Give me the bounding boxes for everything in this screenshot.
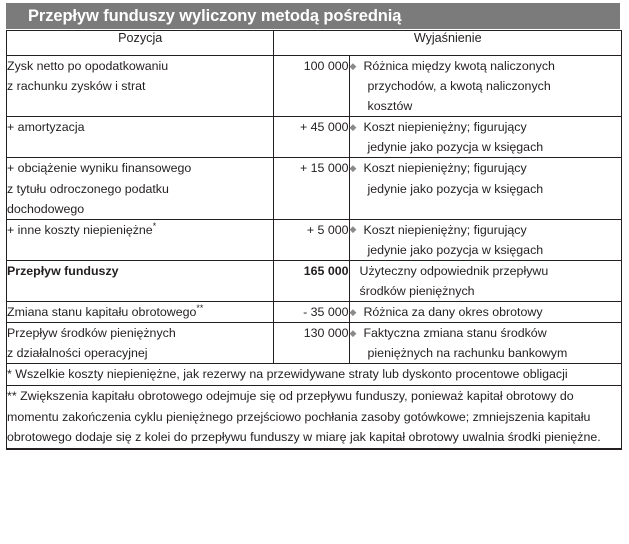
item-line: + inne koszty niepieniężne — [7, 222, 153, 237]
table-row — [7, 323, 622, 364]
cash-flow-table — [6, 30, 622, 450]
table-row — [7, 302, 622, 323]
diamond-bullet-icon: ◆ — [349, 327, 357, 338]
table-row — [7, 56, 622, 117]
explanation-line: Różnica między kwotą naliczonych — [363, 59, 555, 73]
cell-value: 100 000 — [274, 56, 349, 117]
footnote-row — [7, 364, 622, 386]
table-row — [7, 260, 622, 301]
table-body — [7, 56, 622, 449]
footnote-cell — [7, 386, 622, 449]
cell-explanation — [349, 158, 621, 219]
cell-item — [7, 302, 274, 323]
cell-explanation — [349, 219, 621, 260]
table-row — [7, 117, 622, 158]
table-row — [7, 219, 622, 260]
explanation-line: jedynie jako pozycja w księgach — [367, 140, 544, 155]
cell-value: 165 000 — [274, 260, 349, 301]
explanation-line: jedynie jako pozycja w księgach — [367, 242, 544, 257]
footnote-marker: * — [152, 220, 157, 231]
item-line: z działalności operacyjnej — [7, 346, 148, 361]
item-line: z rachunku zysków i strat — [7, 79, 146, 94]
item-line: + amortyzacja — [7, 120, 85, 135]
footnote-cell — [7, 364, 622, 386]
explanation-line: przychodów, a kwotą naliczonych — [367, 79, 551, 94]
explanation-line: Koszt niepieniężny; figurujący — [363, 120, 527, 135]
diamond-bullet-icon: ◆ — [349, 224, 357, 235]
cell-item — [7, 117, 274, 158]
cell-item — [7, 219, 274, 260]
cell-explanation — [349, 56, 621, 117]
footnote-marker: ** — [196, 303, 204, 313]
table-head — [7, 31, 622, 56]
column-header-explanation: Wyjaśnienie — [274, 31, 622, 56]
table-row — [7, 158, 622, 219]
footnote-row — [7, 386, 622, 449]
cell-item — [7, 260, 274, 301]
explanation-line: kosztów — [367, 99, 413, 114]
item-line: Przepływ środków pieniężnych — [7, 326, 176, 341]
cell-explanation — [349, 260, 621, 301]
diamond-bullet-icon: ◆ — [349, 306, 357, 317]
explanation-bulleted — [350, 56, 621, 116]
explanation-line: Użyteczny odpowiednik przepływu — [359, 263, 549, 278]
item-line: Przepływ funduszy — [7, 263, 119, 278]
item-line: Zysk netto po opodatkowaniu — [7, 59, 169, 73]
figure-title: Przepływ funduszy wyliczony metodą pośrednią — [28, 7, 402, 25]
item-line: dochodowego — [7, 201, 85, 216]
item-line: z tytułu odroczonego podatku — [7, 181, 169, 196]
cell-value: + 5 000 — [274, 219, 349, 260]
footnote-text: ** Zwiększenia kapitału obrotowego odejmuje się od przepływu funduszy, ponieważ kapitał obrotowy do momentu zakończenia cyklu pieniężnego przejściowo pochłania zasoby gotówkowe; zmniejszenia kapitału obrotowego dodaje się z kolei do przepływu funduszy w miarę jak kapitał obrotowy uwalnia środki pieniężne. — [7, 389, 601, 445]
explanation-bulleted — [350, 302, 621, 322]
table-header-row — [7, 31, 622, 56]
diamond-bullet-icon: ◆ — [349, 162, 357, 173]
cell-value: - 35 000 — [274, 302, 349, 323]
item-line: + obciążenie wyniku finansowego — [7, 161, 192, 176]
cell-value: 130 000 — [274, 323, 349, 364]
item-line: Zmiana stanu kapitału obrotowego — [7, 305, 197, 320]
cell-item — [7, 158, 274, 219]
explanation-line: Faktyczna zmiana stanu środków — [363, 326, 547, 341]
explanation-line: jedynie jako pozycja w księgach — [367, 181, 544, 196]
cell-value: + 15 000 — [274, 158, 349, 219]
explanation-line: Koszt niepieniężny; figurujący — [363, 161, 527, 176]
explanation-line: środków pieniężnych — [359, 284, 475, 299]
cell-item — [7, 56, 274, 117]
cell-value: + 45 000 — [274, 117, 349, 158]
footnote-text: * Wszelkie koszty niepieniężne, jak rezerwy na przewidywane straty lub dyskonto procentowe obligacji — [7, 367, 568, 382]
explanation-plain — [350, 261, 621, 301]
explanation-bulleted — [350, 158, 621, 198]
explanation-line: Koszt niepieniężny; figurujący — [363, 222, 527, 237]
cell-item — [7, 323, 274, 364]
diamond-bullet-icon: ◆ — [349, 60, 357, 71]
column-header-item: Pozycja — [7, 31, 274, 56]
explanation-bulleted — [350, 220, 621, 260]
cell-explanation — [349, 117, 621, 158]
explanation-bulleted — [350, 323, 621, 363]
explanation-bulleted — [350, 117, 621, 157]
diamond-bullet-icon: ◆ — [349, 121, 357, 132]
explanation-line: Różnica za dany okres obrotowy — [363, 305, 543, 320]
cell-explanation — [349, 302, 621, 323]
cell-explanation — [349, 323, 621, 364]
explanation-line: pieniężnych na rachunku bankowym — [367, 346, 568, 361]
figure-title-bar — [6, 3, 620, 29]
